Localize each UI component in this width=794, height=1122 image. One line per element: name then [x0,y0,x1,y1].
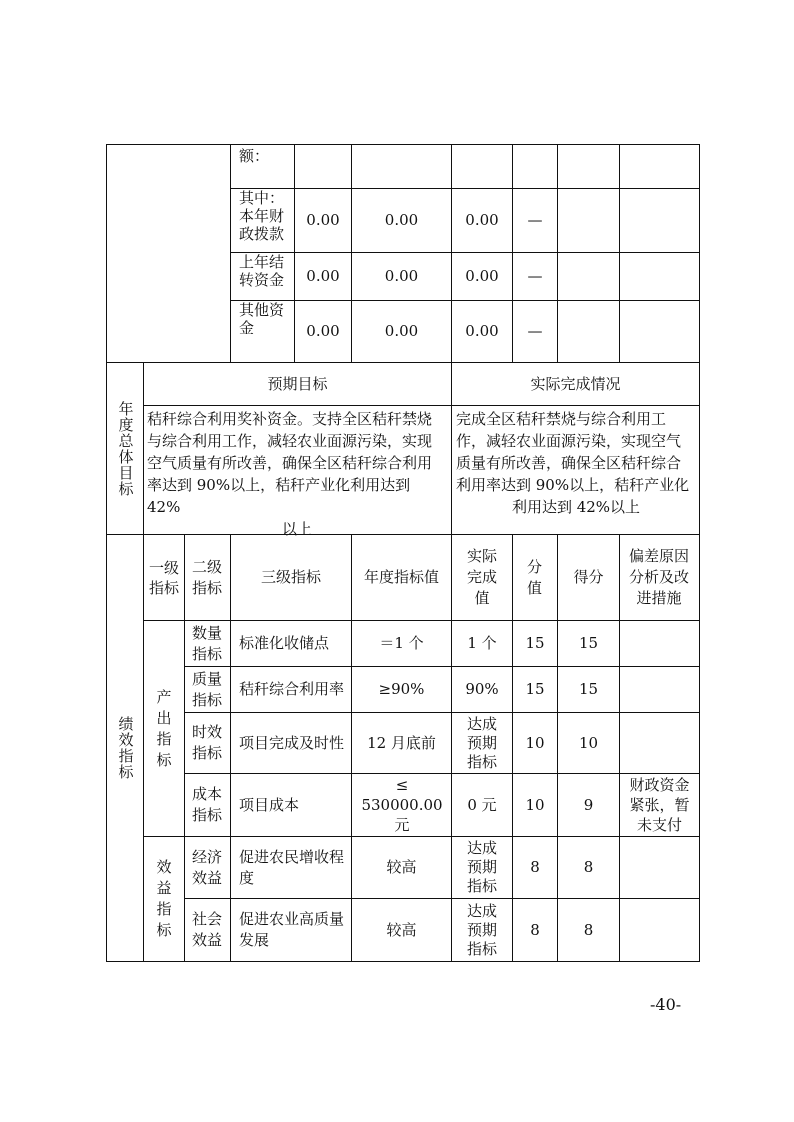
row-level3: 项目完成及时性 [239,733,345,752]
row-score: 15 [578,634,599,652]
funding-cell: — [527,211,543,229]
funding-cell: — [527,322,543,340]
funding-cell: 0.00 [306,267,340,285]
row-score: 15 [578,680,599,698]
row-score-value: 15 [525,634,545,652]
funding-cell: 0.00 [465,267,499,285]
group-label-benefit: 效益指标 [156,858,172,939]
row-target: 12 月底前 [367,733,436,752]
row-score-value: 10 [525,733,545,752]
row-deviation [620,837,699,898]
annual-goal-side-label: 年度总体目标 [116,400,135,497]
row-deviation [620,899,699,961]
funding-row-label: 上年结 转资金 [239,253,285,289]
header-level2: 二级指标 [191,557,222,597]
row-level3: 促进农业高质量发展 [239,910,345,949]
row-score-value: 8 [530,920,540,939]
row-level2: 成本指标 [191,785,222,824]
funding-cell: 0.00 [306,211,340,229]
row-score: 8 [583,858,594,876]
actual-completion-header: 实际完成情况 [530,374,621,393]
funding-cell: 0.00 [384,322,419,340]
actual-completion-text: 完成全区秸秆禁烧与综合利用工 作，减轻农业面源污染，实现空气 质量有所改善，确保全区秸秆综合 利用率达到 90%以上，秸秆产业化 利用达到 42%以上 [456,410,690,516]
expected-goal-header: 预期目标 [267,374,328,393]
funding-cell: 0.00 [306,322,340,340]
row-actual: 达成预期指标 [466,714,497,771]
row-target: 较高 [386,858,417,876]
row-score: 10 [578,733,599,752]
row-deviation [620,713,699,773]
row-score: 9 [583,795,594,814]
header-actual: 实际完成值 [466,547,497,607]
row-deviation [620,667,699,712]
funding-amount-label-tail: 额： [239,147,270,165]
row-target: 较高 [386,920,417,939]
funding-cell: 0.00 [465,322,499,340]
row-level2: 社会效益 [191,910,222,949]
row-score: 8 [583,920,594,939]
funding-cell: — [527,267,543,285]
funding-cell: 0.00 [384,211,419,229]
row-level2: 数量指标 [191,623,222,663]
header-level3: 三级指标 [260,568,321,586]
row-level3: 促进农民增收程度 [239,847,345,887]
row-level2: 时效指标 [191,723,222,762]
row-score-value: 15 [525,680,545,698]
header-level1: 一级指标 [148,558,179,597]
header-deviation: 偏差原因分析及改进措施 [628,547,689,607]
row-score-value: 10 [525,795,545,814]
funding-row-label: 其他资 金 [239,301,285,337]
row-actual: 0 元 [467,795,497,814]
row-actual: 达成预期指标 [466,839,497,895]
row-deviation: 财政资金紧张，暂未支付 [629,776,690,834]
funding-cell: 0.00 [384,267,419,285]
row-level3: 秸秆综合利用率 [239,680,345,698]
row-level3: 标准化收储点 [239,634,330,652]
row-actual: 1 个 [467,634,497,652]
header-score: 得分 [573,568,604,586]
row-level3: 项目成本 [239,795,300,814]
header-target: 年度指标值 [363,568,439,586]
expected-goal-text: 秸秆综合利用奖补资金。支持全区秸秆禁烧 与综合利用工作，减轻农业面源污染，实现 空气质量有所改善，确保全区秸秆综合利用 率达到 90%以上，秸秆产业化利用达到 42% 以上 [147,410,433,538]
row-target: ≤ 530000.00 元 [361,776,443,834]
row-actual: 达成预期指标 [466,901,497,958]
funding-row-label: 其中： 本年财 政拨款 [239,189,285,243]
row-level2: 经济效益 [191,847,222,887]
row-level2: 质量指标 [191,669,222,709]
performance-side-label: 绩效指标 [116,716,135,780]
header-score-value: 分值 [526,557,542,597]
page-number: -40- [650,995,682,1014]
group-label-output: 产出指标 [156,687,172,769]
row-actual: 90% [465,680,499,698]
row-deviation [620,621,699,666]
row-target: ≥90% [378,680,425,698]
funding-cell: 0.00 [465,211,499,229]
row-score-value: 8 [530,858,540,876]
row-target: ＝1 个 [379,634,424,652]
